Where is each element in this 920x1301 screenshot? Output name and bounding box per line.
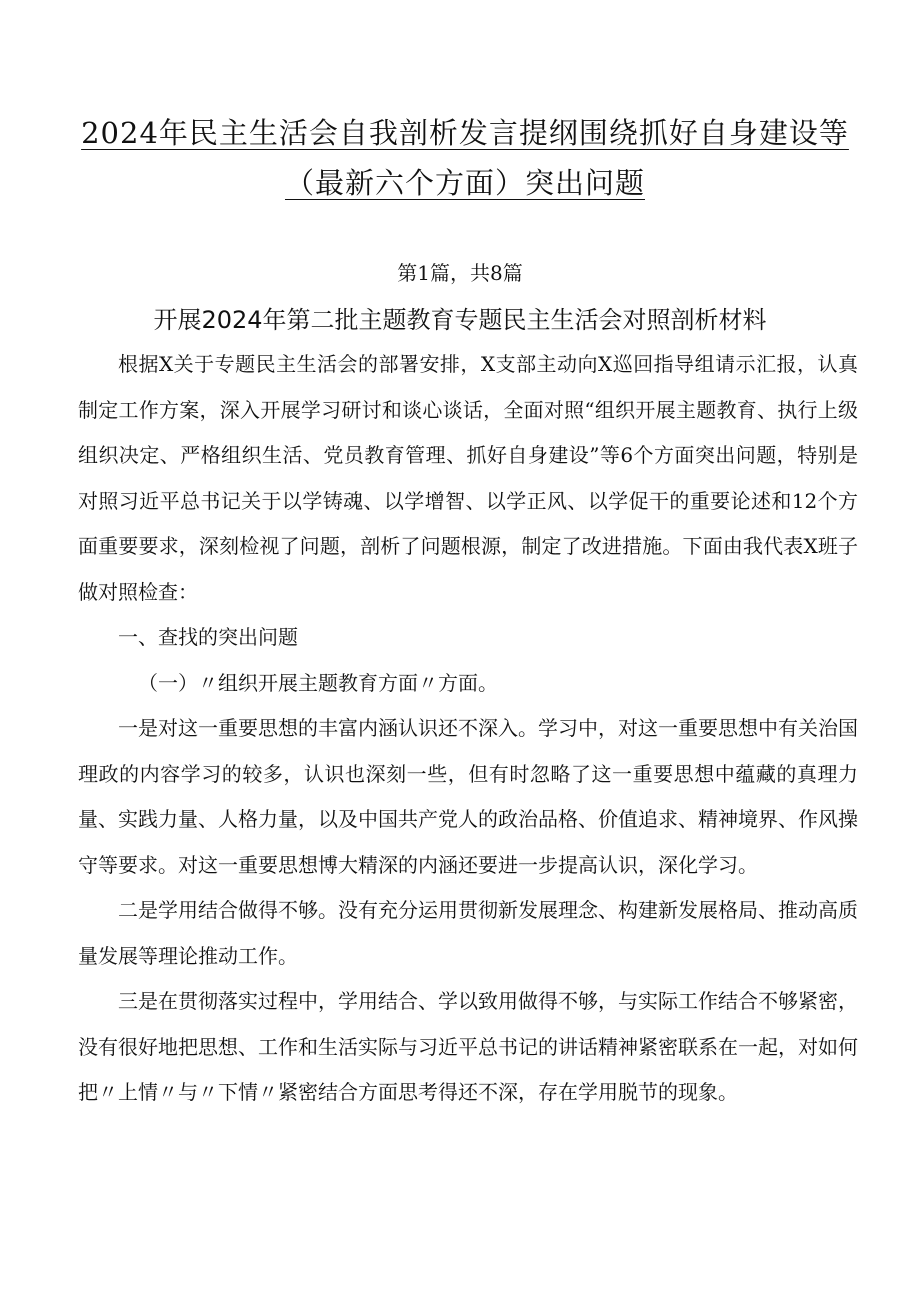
document-title bbox=[70, 108, 860, 208]
paragraph-point-one: 一是对这一重要思想的丰富内涵认识还不深入。学习中，对这一重要思想中有关治国理政的内容学习的较多，认识也深刻一些，但有时忽略了这一重要思想中蕴藏的真理力量、实践力量、人格力量，以及中国共产党人的政治品格、价值追求、精神境界、作风操守等要求。对这一重要思想博大精深的内涵还要进一步提高认识，深化学习。 bbox=[78, 716, 858, 877]
part-counter: 第1篇，共8篇 bbox=[397, 261, 523, 285]
paragraph-point-three: 三是在贯彻落实过程中，学用结合、学以致用做得不够，与实际工作结合不够紧密，没有很好地把思想、工作和生活实际与习近平总书记的讲话精神紧密联系在一起，对如何把〃上情〃与〃下情〃紧密结合方面思考得还不深，存在学用脱节的现象。 bbox=[78, 989, 858, 1104]
paragraph-intro: 根据X关于专题民主生活会的部署安排，X支部主动向X巡回指导组请示汇报，认真制定工作方案，深入开展学习研讨和谈心谈话，全面对照“组织开展主题教育、执行上级组织决定、严格组织生活、党员教育管理、抓好自身建设”等6个方面突出问题，特别是对照习近平总书记关于以学铸魂、以学增智、以学正风、以学促干的重要论述和12个方面重要要求，深刻检视了问题，剖析了问题根源，制定了改进措施。下面由我代表X班子做对照检查： bbox=[78, 352, 858, 604]
paragraph-point-two: 二是学用结合做得不够。没有充分运用贯彻新发展理念、构建新发展格局、推动高质量发展等理论推动工作。 bbox=[78, 898, 858, 968]
document-body bbox=[78, 342, 858, 1116]
heading-problems: 一、查找的突出问题 bbox=[118, 625, 298, 649]
subheading-theme-education: （一）〃组织开展主题教育方面〃方面。 bbox=[138, 670, 498, 695]
section-title: 开展2024年第二批主题教育专题民主生活会对照剖析材料 bbox=[153, 306, 767, 334]
document-title-text: 2024年民主生活会自我剖析发言提纲围绕抓好自身建设等（最新六个方面）突出问题 bbox=[81, 116, 849, 200]
